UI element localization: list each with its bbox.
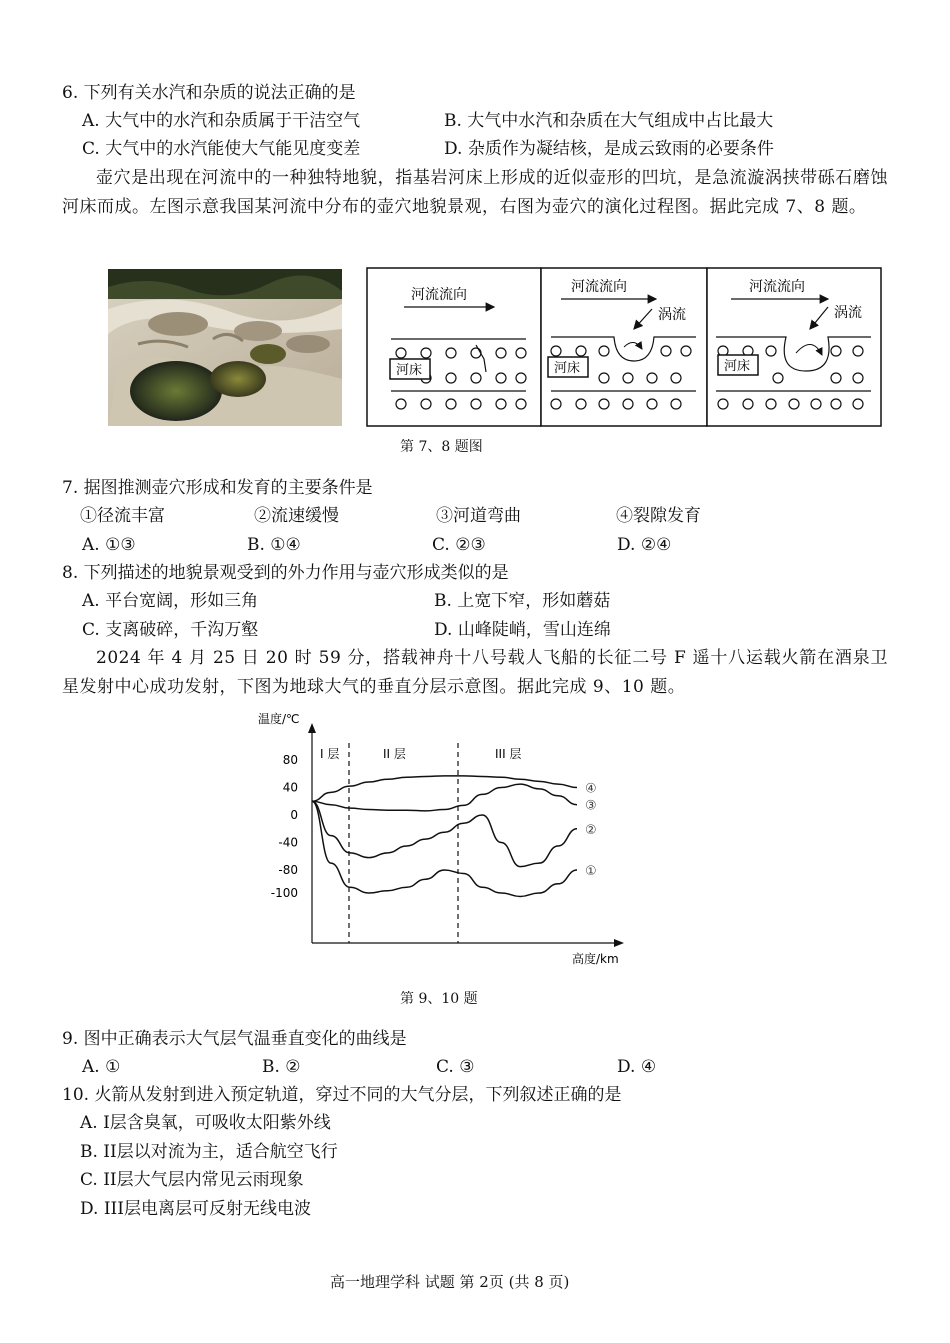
flow-label-1: 河流流向 bbox=[411, 287, 467, 303]
intro-7-8: 壶穴是出现在河流中的一种独特地貌，指基岩河床上形成的近似壶形的凹坑，是急流漩涡挟带砾石磨蚀河床而成。左图示意我国某河流中分布的壶穴地貌景观，右图为壶穴的演化过程图。据此完成 7、8 题。 bbox=[62, 168, 888, 217]
flow-label-3: 河流流向 bbox=[749, 279, 805, 295]
y-tick-label: 80 bbox=[282, 753, 298, 767]
chart-ylabel: 温度/℃ bbox=[258, 712, 300, 726]
q6-option-a: A. 大气中的水汽和杂质属于干洁空气 bbox=[82, 111, 361, 131]
bed-label-3: 河床 bbox=[724, 359, 751, 374]
bed-label-2: 河床 bbox=[554, 361, 581, 376]
fig-9-10-caption: 第 9、10 题 bbox=[400, 991, 478, 1007]
q10-option-a: A. I层含臭氧，可吸收太阳紫外线 bbox=[80, 1113, 331, 1133]
chart-xlabel: 高度/km bbox=[572, 952, 619, 966]
series-line-4 bbox=[312, 801, 577, 896]
layer-label-1: I 层 bbox=[320, 747, 340, 761]
series-label-2: ③ bbox=[585, 798, 597, 814]
q6-stem: 6. 下列有关水汽和杂质的说法正确的是 bbox=[62, 83, 356, 103]
series-label-3: ② bbox=[585, 822, 597, 838]
q7-condition-4: ④裂隙发育 bbox=[616, 506, 701, 526]
q10-option-c: C. II层大气层内常见云雨现象 bbox=[80, 1170, 304, 1190]
q9-option-d: D. ④ bbox=[617, 1057, 657, 1077]
q10-stem: 10. 火箭从发射到进入预定轨道，穿过不同的大气分层，下列叙述正确的是 bbox=[62, 1085, 622, 1105]
series-label-4: ① bbox=[585, 864, 597, 879]
series-label-1: ④ bbox=[585, 781, 597, 797]
pothole-photo bbox=[108, 269, 342, 426]
q7-option-d: D. ②④ bbox=[617, 535, 672, 555]
q8-option-d: D. 山峰陡峭，雪山连绵 bbox=[434, 620, 611, 640]
q7-condition-1: ①径流丰富 bbox=[80, 506, 165, 526]
bed-label-1: 河床 bbox=[396, 363, 423, 378]
q8-option-a: A. 平台宽阔，形如三角 bbox=[82, 591, 259, 611]
q9-option-c: C. ③ bbox=[436, 1057, 475, 1077]
flow-label-2: 河流流向 bbox=[571, 279, 627, 295]
q10-option-b: B. II层以对流为主，适合航空飞行 bbox=[80, 1142, 338, 1162]
page-footer: 高一地理学科 试题 第 2页 (共 8 页) bbox=[330, 1273, 570, 1291]
layer-label-3: III 层 bbox=[495, 747, 522, 761]
q7-stem: 7. 据图推测壶穴形成和发育的主要条件是 bbox=[62, 478, 373, 498]
q10-option-d: D. III层电离层可反射无线电波 bbox=[80, 1199, 311, 1219]
q9-option-a: A. ① bbox=[82, 1057, 121, 1077]
q6-option-d: D. 杂质作为凝结核，是成云致雨的必要条件 bbox=[444, 139, 774, 159]
q8-stem: 8. 下列描述的地貌景观受到的外力作用与壶穴形成类似的是 bbox=[62, 563, 509, 583]
y-tick-label: -40 bbox=[278, 835, 298, 850]
vortex-label-2: 涡流 bbox=[658, 307, 686, 323]
vortex-label-3: 涡流 bbox=[834, 305, 862, 321]
q7-condition-2: ②流速缓慢 bbox=[254, 506, 339, 526]
q8-option-b: B. 上宽下窄，形如蘑菇 bbox=[434, 591, 611, 611]
intro-9-10: 2024 年 4 月 25 日 20 时 59 分，搭载神舟十八号载人飞船的长征二号 F 遥十八运载火箭在酒泉卫星发射中心成功发射，下图为地球大气的垂直分层示意图。据此完成 9、10 题。 bbox=[62, 648, 888, 697]
q6-option-c: C. 大气中的水汽能使大气能见度变差 bbox=[82, 139, 361, 159]
q7-condition-3: ③河道弯曲 bbox=[436, 506, 521, 526]
q8-option-c: C. 支离破碎，千沟万壑 bbox=[82, 620, 259, 640]
y-tick-label: 0 bbox=[290, 808, 298, 822]
q7-option-a: A. ①③ bbox=[82, 535, 136, 555]
y-tick-label: -100 bbox=[270, 886, 298, 900]
fig-7-8-caption: 第 7、8 题图 bbox=[400, 439, 483, 455]
atmosphere-temperature-chart bbox=[250, 705, 640, 970]
series-line-2 bbox=[312, 784, 577, 811]
q9-option-b: B. ② bbox=[262, 1057, 301, 1077]
q7-option-b: B. ①④ bbox=[247, 535, 301, 555]
y-tick-label: -80 bbox=[278, 863, 298, 877]
q9-stem: 9. 图中正确表示大气层气温垂直变化的曲线是 bbox=[62, 1029, 407, 1049]
y-tick-label: 40 bbox=[282, 780, 298, 795]
q6-option-b: B. 大气中水汽和杂质在大气组成中占比最大 bbox=[444, 111, 774, 131]
q7-option-c: C. ②③ bbox=[432, 535, 486, 555]
layer-label-2: II 层 bbox=[383, 747, 406, 761]
series-line-3 bbox=[312, 801, 577, 866]
pothole-evolution-diagram bbox=[366, 267, 882, 429]
